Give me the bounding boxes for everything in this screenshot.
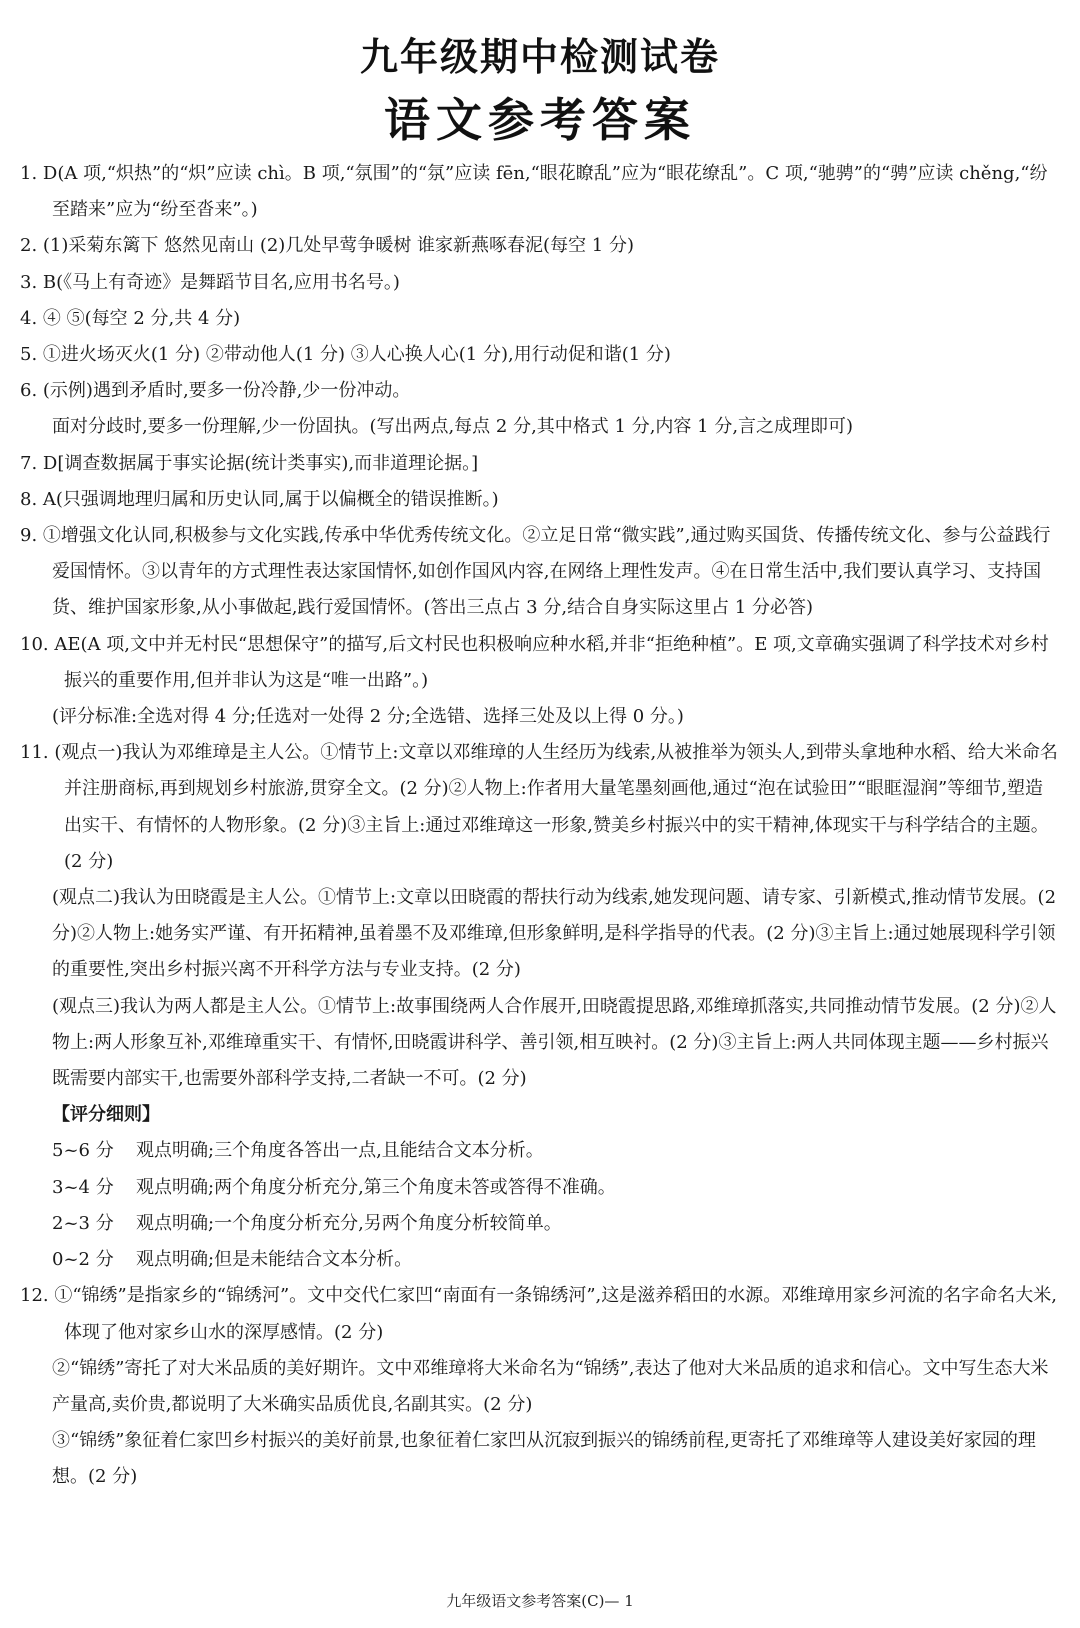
rubric-desc: 观点明确;三个角度各答出一点,且能结合文本分析。 bbox=[136, 1140, 544, 1162]
rubric-row bbox=[52, 1170, 1060, 1206]
answer-4: 4. ④ ⑤(每空 2 分,共 4 分) bbox=[20, 307, 241, 329]
answer-7: 7. D[调查数据属于事实论据(统计类事实),而非道理论据。] bbox=[20, 452, 479, 474]
answer-10-scoring: (评分标准:全选对得 4 分;任选对一处得 2 分;全选错、选择三处及以上得 0 分。) bbox=[52, 706, 684, 728]
answer-9: 9. ①增强文化认同,积极参与文化实践,传承中华优秀传统文化。②立足日常“微实践”,通过购买国货、传播传统文化、参与公益践行爱国情怀。③以青年的方式理性表达家国情怀,如创作国风内容,在网络上理性发声。④在日常生活中,我们要认真学习、支持国货、维护国家形象,从小事做起,践行爱国情怀。(答出三点占 3 分,结合自身实际这里占 1 分必答) bbox=[20, 525, 1051, 619]
answer-3: 3. B(《马上有奇迹》是舞蹈节目名,应用书名号。) bbox=[20, 271, 400, 293]
rubric-score: 2~3 分 bbox=[52, 1212, 114, 1234]
answer-11-view2: (观点二)我认为田晓霞是主人公。①情节上:文章以田晓霞的帮扶行动为线索,她发现问题、请专家、引新模式,推动情节发展。(2 分)②人物上:她务实严谨、有开拓精神,虽着墨不及邓维璋,但形象鲜明,是科学指导的代表。(2 分)③主旨上:通过她展现科学引领的重要性,突出乡村振兴离不开科学方法与专业支持。(2 分) bbox=[52, 887, 1057, 981]
answer-10: 10. AE(A 项,文中并无村民“思想保守”的描写,后文村民也积极响应种水稻,并非“拒绝种植”。E 项,文章确实强调了科学技术对乡村振兴的重要作用,但并非认为这是“唯一出路”。) bbox=[20, 633, 1049, 691]
page-footer: 九年级语文参考答案(C)— 1 bbox=[446, 1592, 634, 1610]
answer-1: 1. D(A 项,“炽热”的“炽”应读 chì。B 项,“氛围”的“氛”应读 fēn,“眼花瞭乱”应为“眼花缭乱”。C 项,“驰骋”的“骋”应读 chěng,“纷至踏来”应为“纷至沓来”。) bbox=[20, 163, 1048, 221]
rubric-score: 0~2 分 bbox=[52, 1249, 114, 1271]
answer-5: 5. ①进火场灭火(1 分) ②带动他人(1 分) ③人心换人心(1 分),用行动促和谐(1 分) bbox=[20, 344, 671, 366]
answer-6-line2: 面对分歧时,要多一份理解,少一份固执。(写出两点,每点 2 分,其中格式 1 分,内容 1 分,言之成理即可) bbox=[52, 416, 854, 438]
rubric-desc: 观点明确;一个角度分析充分,另两个角度分析较简单。 bbox=[136, 1212, 562, 1234]
answer-12-part2: ②“锦绣”寄托了对大米品质的美好期许。文中邓维璋将大米命名为“锦绣”,表达了他对大米品质的追求和信心。文中写生态大米产量高,卖价贵,都说明了大米确实品质优良,名副其实。(2 分) bbox=[52, 1357, 1049, 1415]
answer-list bbox=[20, 156, 1060, 1496]
answer-11-view1: 11. (观点一)我认为邓维璋是主人公。①情节上:文章以邓维璋的人生经历为线索,从被推举为领头人,到带头拿地种水稻、给大米命名并注册商标,再到规划乡村旅游,贯穿全文。(2 分)②人物上:作者用大量笔墨刻画他,通过“泡在试验田”“眼眶湿润”等细节,塑造出实干、有情怀的人物形象。(2 分)③主旨上:通过邓维璋这一形象,赞美乡村振兴中的实干精神,体现实干与科学结合的主题。(2 分) bbox=[20, 742, 1058, 872]
page-subtitle: 语文参考答案 bbox=[384, 93, 696, 147]
answer-6-line1: 6. (示例)遇到矛盾时,要多一份冷静,少一份冲动。 bbox=[20, 380, 411, 402]
rubric-title: 【评分细则】 bbox=[52, 1104, 160, 1126]
answer-11-view3: (观点三)我认为两人都是主人公。①情节上:故事围绕两人合作展开,田晓霞提思路,邓维璋抓落实,共同推动情节发展。(2 分)②人物上:两人形象互补,邓维璋重实干、有情怀,田晓霞讲科学、善引领,相互映衬。(2 分)③主旨上:两人共同体现主题——乡村振兴既需要内部实干,也需要外部科学支持,二者缺一不可。(2 分) bbox=[52, 995, 1057, 1090]
answer-2: 2. (1)采菊东篱下 悠然见南山 (2)几处早莺争暖树 谁家新燕啄春泥(每空 1 分) bbox=[20, 235, 634, 257]
answer-12-part1: 12. ①“锦绣”是指家乡的“锦绣河”。文中交代仁家凹“南面有一条锦绣河”,这是滋养稻田的水源。邓维璋用家乡河流的名字命名大米,体现了他对家乡山水的深厚感情。(2 分) bbox=[20, 1285, 1057, 1343]
page-title: 九年级期中检测试卷 bbox=[359, 35, 720, 79]
answer-8: 8. A(只强调地理归属和历史认同,属于以偏概全的错误推断。) bbox=[20, 488, 499, 510]
rubric-list bbox=[20, 1133, 1060, 1278]
rubric-desc: 观点明确;但是未能结合文本分析。 bbox=[136, 1249, 413, 1271]
rubric-row bbox=[52, 1133, 1060, 1169]
rubric-desc: 观点明确;两个角度分析充分,第三个角度未答或答得不准确。 bbox=[136, 1176, 616, 1198]
rubric-row bbox=[52, 1242, 1060, 1278]
rubric-score: 5~6 分 bbox=[52, 1140, 114, 1162]
rubric-row bbox=[52, 1206, 1060, 1242]
answer-12-part3: ③“锦绣”象征着仁家凹乡村振兴的美好前景,也象征着仁家凹从沉寂到振兴的锦绣前程,更寄托了邓维璋等人建设美好家园的理想。(2 分) bbox=[52, 1430, 1036, 1488]
rubric-score: 3~4 分 bbox=[52, 1176, 114, 1198]
